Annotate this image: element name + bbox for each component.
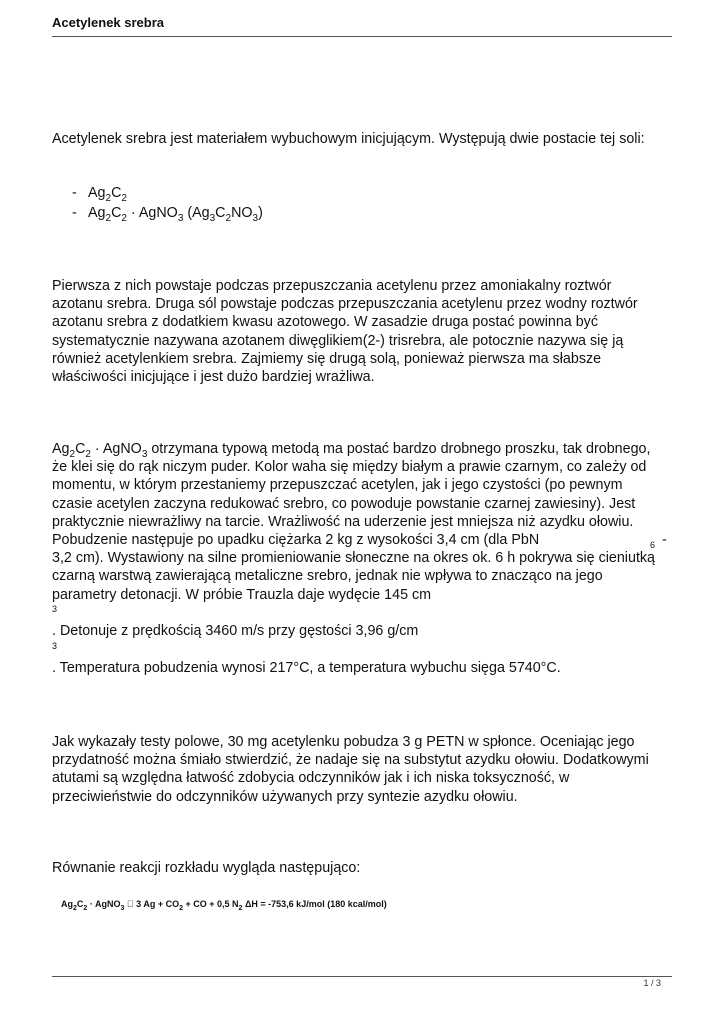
paragraph-1: Pierwsza z nich powstaje podczas przepuszczania acetylenu przez amoniakalny roztwór azotanu srebra. Druga sól powstaje podczas przepuszczania acetylenu przez wodny roztwór azotanu srebra z dodatkiem kwasu azotowego. W zasadzie druga postać powinna być systematycznie nazywana azotanem diwęglikiem(2-) trisrebra, ale potocznie nazywa się ją również acetylenkiem srebra. Zajmiemy się drugą solą, ponieważ pierwsza ma słabsze właściwości inicjujące i jest dużo bardziej wrażliwa. xyxy=(52,278,638,386)
temperature-line: . Temperatura pobudzenia wynosi 217°C, a temperatura wybuchu sięga 5740°C. xyxy=(52,660,561,676)
intro-text: Acetylenek srebra jest materiałem wybuchowym inicjującym. Występują dwie postacie tej soli: xyxy=(52,131,645,147)
footer-divider xyxy=(52,976,672,977)
list-item: - $Ag_2C_2$ xyxy=(72,185,127,204)
reaction-equation: $Ag_2C_2$ · AgNO$_3$   3 $Ag + CO_2$ + CO + 0,5 $N_2$ ΔH = -753,6 kJ/mol (180 kcal/mol) xyxy=(61,899,387,912)
header-title: Acetylenek srebra xyxy=(52,15,165,30)
page-number: 1 / 3 xyxy=(643,978,661,988)
paragraph-2: $Ag_2C_2$ · AgNO$_3$ otrzymana typową metodą ma postać bardzo drobnego proszku, tak drobnego, że klei się do rąk niczym puder. Kolor waha się między białym a prawie czarnym, co zależy od momentu, w którym przestaniemy przepuszczać acetylen, jak i jego czystości (po pewnym czasie acetylen zaczyna redukować srebro, co powoduje powstanie czarnej zawiesiny). Jest praktycznie niewrażliwy na tarcie. Wrażliwość na uderzenie jest mniejsza niż azydku ołowiu. Pobudzenie następuje po upadku ciężarka 2 kg z wysokości 3,4 cm (dla PbN 6 - 3,2 cm). Wystawiony na silne promieniowanie słoneczne na okres ok. 6 h pokrywa się cieniutką czarną warstwą zawierającą metaliczne srebro, jednak nie wpływa to znacząco na jego parametry detonacji. W próbie Trauzla daje wydęcie 145 cm xyxy=(52,441,667,603)
superscript-3: 3 xyxy=(52,604,58,614)
page-header xyxy=(52,14,672,37)
list-item: - $Ag_2C_2$ · AgNO$_3$ $(Ag_3C_2NO_3)$ xyxy=(72,205,263,224)
paragraph-3: Jak wykazały testy polowe, 30 mg acetylenku pobudza 3 g PETN w spłonce. Oceniając jego przydatność można śmiało stwierdzić, że nadaje się na substytut azydku ołowiu. Dodatkowymi atutami są względna łatwość zdobycia odczynników jak i ich niska toksyczność, w przeciwieństwie do odczynników używanych przy syntezie azydku ołowiu. xyxy=(52,734,649,805)
equation-intro: Równanie reakcji rozkładu wygląda następująco: xyxy=(52,860,361,876)
superscript-3: 3 xyxy=(52,641,58,651)
arrow-icon:   xyxy=(124,899,137,909)
detonation-line: . Detonuje z prędkością 3460 m/s przy gęstości 3,96 g/cm xyxy=(52,623,419,639)
